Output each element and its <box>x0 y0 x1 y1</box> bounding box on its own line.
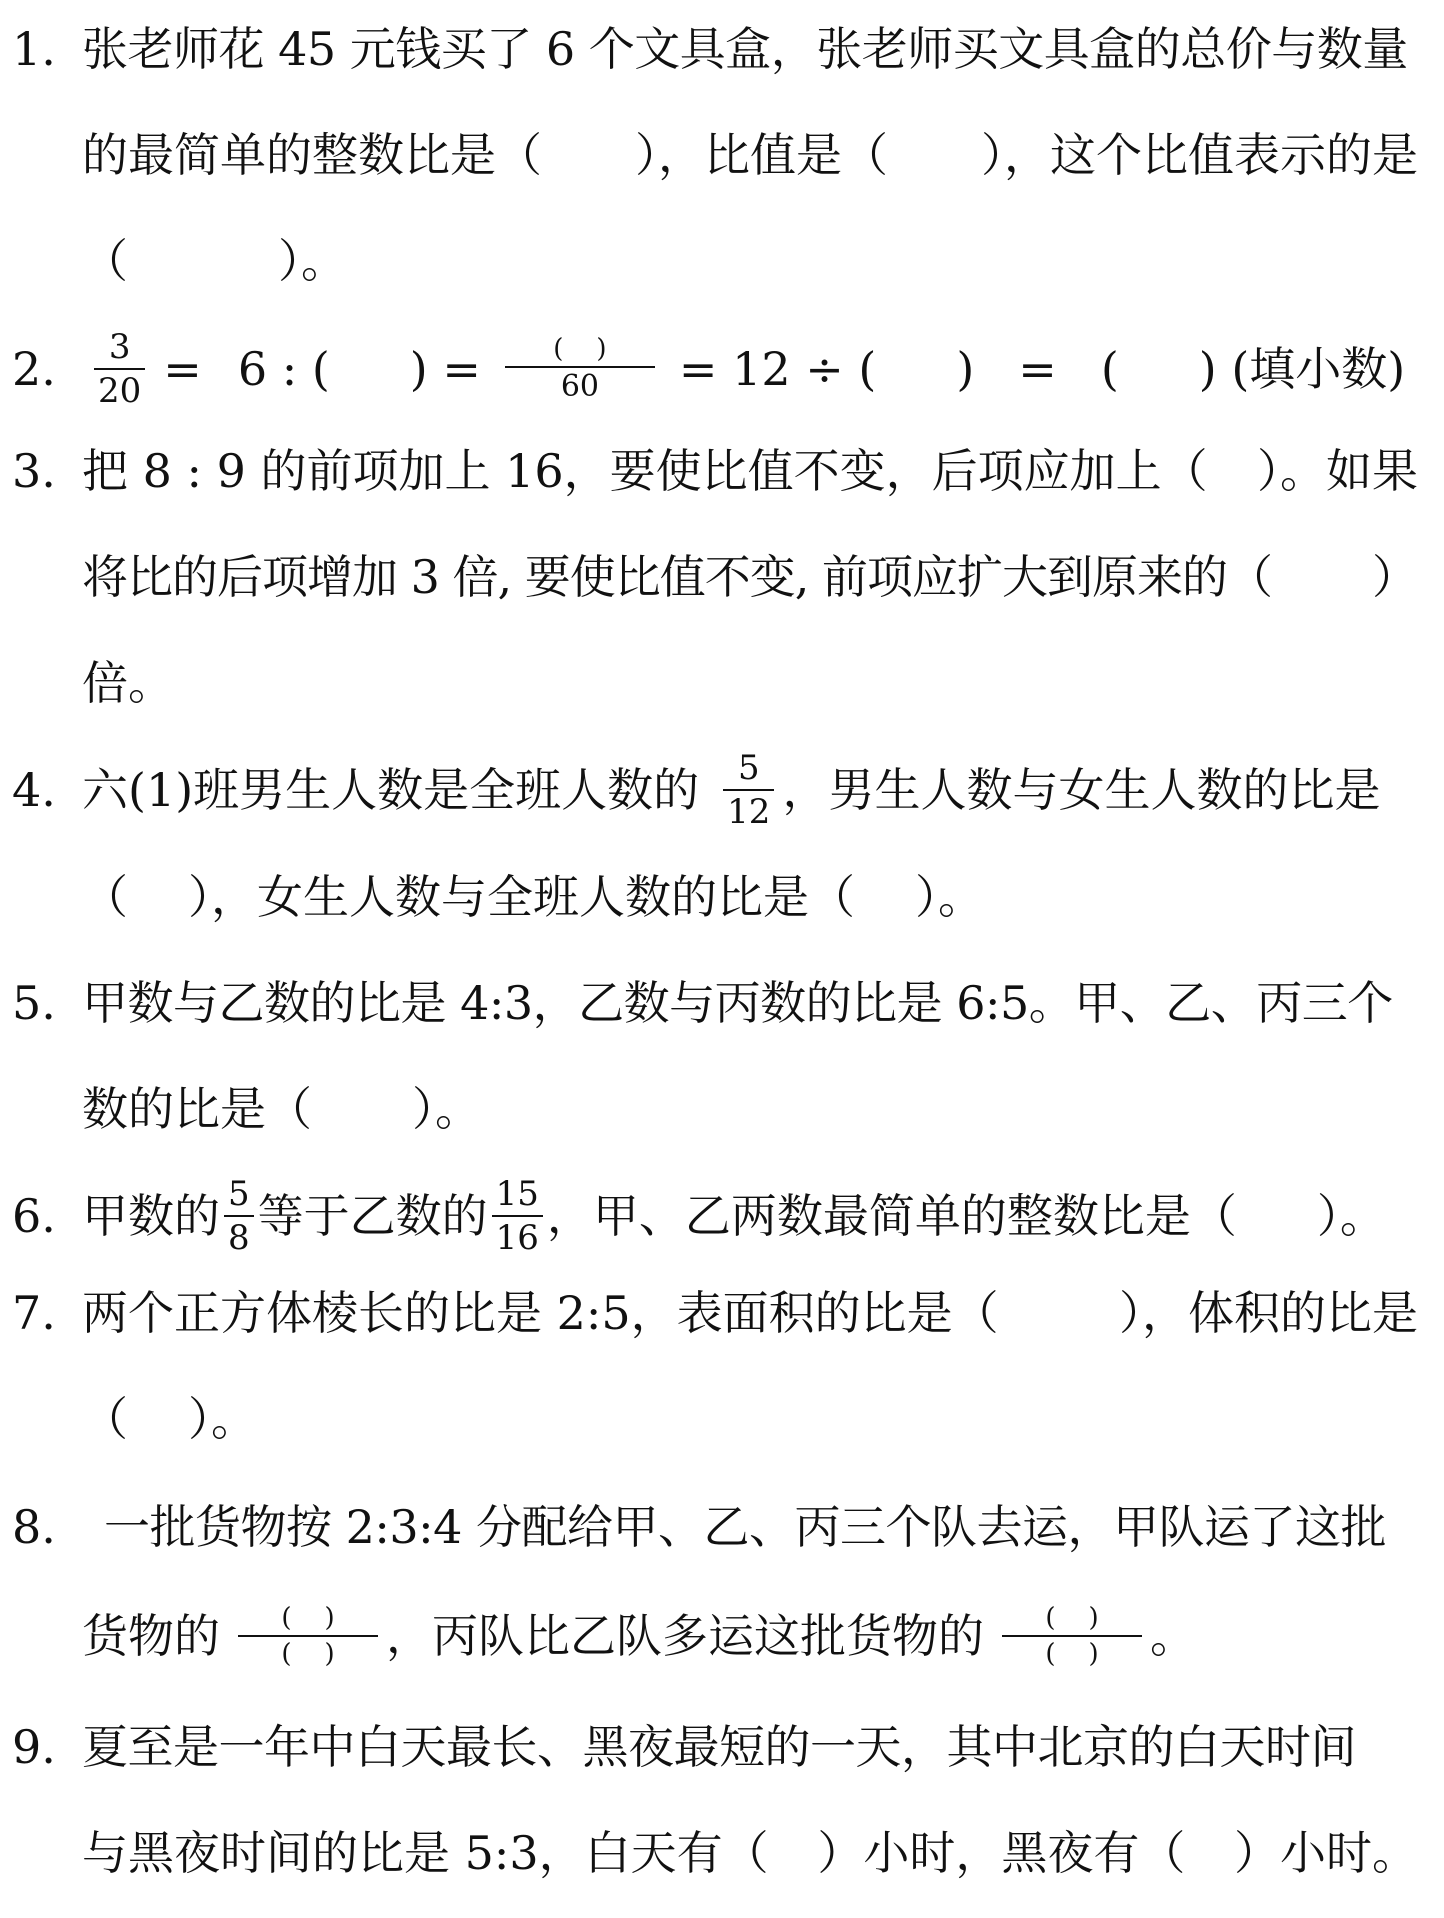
question-number: 6. <box>12 1189 56 1243</box>
fraction-bar <box>723 789 774 791</box>
question-text: ）。 <box>915 870 984 924</box>
fraction-denominator[interactable]: ( ) <box>281 1639 335 1669</box>
equals-sign: = <box>163 342 202 396</box>
question-1-line-1 <box>0 14 1444 84</box>
fraction-numerator: 5 <box>228 1174 250 1214</box>
question-number: 8. <box>12 1500 56 1554</box>
question-text-row <box>82 444 1418 498</box>
question-text-row <box>82 1174 1418 1258</box>
fraction-numerator[interactable]: ( ) <box>1045 1603 1099 1633</box>
fraction <box>723 748 774 832</box>
question-text-row <box>82 1392 1418 1446</box>
question-3-line-2 <box>0 542 1444 612</box>
question-text: 六(1)班男生人数是全班人数的 <box>82 763 700 817</box>
question-text: ) (填小数) <box>1198 342 1406 396</box>
fraction-denominator: 12 <box>727 792 771 832</box>
question-text: 的最简单的整数比是（ <box>82 128 542 182</box>
question-text: ）。 <box>188 1392 257 1446</box>
fraction <box>238 1605 378 1667</box>
question-text-row <box>86 327 1418 411</box>
question-5-line-2 <box>0 1074 1444 1144</box>
fraction-numerator[interactable]: ( ) <box>553 334 607 364</box>
question-text: ）小时，黑夜有（ <box>817 1826 1186 1880</box>
question-text: ( <box>1100 342 1119 396</box>
question-text-row <box>82 234 1418 288</box>
question-number: 5. <box>12 976 56 1030</box>
question-2-line-1 <box>0 324 1444 414</box>
question-text: ），女生人数与全班人数的比是（ <box>188 870 855 924</box>
fraction-bar <box>492 1215 543 1217</box>
question-text: 夏至是一年中白天最长、黑夜最短的一天，其中北京的白天时间 <box>82 1720 1356 1774</box>
question-text: ）。如果 <box>1257 444 1418 498</box>
question-text: 甲数的 <box>82 1189 220 1243</box>
fraction-numerator: 15 <box>495 1174 539 1214</box>
fraction <box>492 1174 543 1258</box>
question-text: ，甲、乙两数最简单的整数比是（ <box>546 1189 1237 1243</box>
question-text: ）。 <box>278 234 347 288</box>
question-text: （ <box>82 234 128 288</box>
question-text: 甲数与乙数的比是 4:3，乙数与丙数的比是 6:5。甲、乙、丙三个 <box>82 976 1393 1030</box>
fraction <box>505 336 655 402</box>
question-text: ，丙队比乙队多运这批货物的 <box>386 1609 984 1663</box>
question-text: （ <box>82 870 128 924</box>
equals-sign: = <box>1018 342 1057 396</box>
question-text: 等于乙数的 <box>257 1189 488 1243</box>
question-3-line-3 <box>0 648 1444 718</box>
question-text: ) = <box>409 342 481 396</box>
question-text: 将比的后项增加 3 倍, 要使比值不变, 前项应扩大到原来的（ <box>82 550 1272 604</box>
question-number: 4. <box>12 763 56 817</box>
question-text: ）小时。 <box>1234 1826 1418 1880</box>
question-text: 。 <box>1150 1609 1196 1663</box>
question-text-row <box>82 550 1418 604</box>
question-number: 7. <box>12 1286 56 1340</box>
fraction-bar <box>94 368 145 370</box>
question-3-line-1 <box>0 436 1444 506</box>
question-4-line-1 <box>0 740 1444 840</box>
question-number: 1. <box>12 22 56 76</box>
question-text: ），体积的比是 <box>1119 1286 1418 1340</box>
question-number: 3. <box>12 444 56 498</box>
question-text: ） <box>1372 550 1418 604</box>
question-text-row <box>82 870 1418 924</box>
fraction <box>94 327 145 411</box>
question-text: 货物的 <box>82 1609 220 1663</box>
question-8-line-2 <box>0 1586 1444 1686</box>
fraction-bar <box>224 1215 254 1217</box>
fraction-bar <box>238 1635 378 1637</box>
question-7-line-2 <box>0 1384 1444 1454</box>
question-4-line-2 <box>0 862 1444 932</box>
question-1-line-3 <box>0 226 1444 296</box>
fraction-denominator: 16 <box>495 1218 539 1258</box>
question-5-line-1 <box>0 968 1444 1038</box>
question-text: ) <box>956 342 975 396</box>
fraction-bar <box>1002 1635 1142 1637</box>
question-text: 张老师花 45 元钱买了 6 个文具盒，张老师买文具盒的总价与数量 <box>82 22 1408 76</box>
question-text-row <box>82 1826 1418 1880</box>
question-text-row <box>82 128 1418 182</box>
fraction-denominator: 8 <box>228 1218 250 1258</box>
fraction-numerator: 3 <box>108 327 131 367</box>
fraction-numerator[interactable]: ( ) <box>281 1603 335 1633</box>
question-text: ）。 <box>1316 1189 1386 1243</box>
question-number: 2. <box>12 342 56 396</box>
question-text: 倍。 <box>82 656 174 710</box>
question-text: ）。 <box>412 1082 481 1136</box>
question-text: 把 8 : 9 的前项加上 16，要使比值不变，后项应加上（ <box>82 444 1208 498</box>
question-number: 9. <box>12 1720 56 1774</box>
question-text-row <box>82 1286 1418 1340</box>
question-text: ），比值是（ <box>635 128 888 182</box>
question-9-line-1 <box>0 1712 1444 1782</box>
question-text: = 12 ÷ ( <box>678 342 877 396</box>
question-9-line-2 <box>0 1818 1444 1888</box>
fraction <box>1002 1605 1142 1667</box>
fraction-denominator: 60 <box>560 369 599 404</box>
question-text: 两个正方体棱长的比是 2:5，表面积的比是（ <box>82 1286 999 1340</box>
fraction-numerator: 5 <box>737 748 760 788</box>
question-text: 数的比是（ <box>82 1082 312 1136</box>
fraction <box>224 1174 254 1258</box>
question-text-row <box>82 748 1418 832</box>
question-text: 与黑夜时间的比是 5:3，白天有（ <box>82 1826 769 1880</box>
fraction-denominator[interactable]: ( ) <box>1045 1639 1099 1669</box>
question-text: （ <box>82 1392 128 1446</box>
question-8-line-1 <box>0 1492 1444 1562</box>
question-6-line-1 <box>0 1166 1444 1266</box>
question-text-row <box>82 1082 1418 1136</box>
fraction-bar <box>505 366 655 368</box>
fraction-denominator: 20 <box>98 371 142 411</box>
question-text-row <box>82 1605 1418 1667</box>
question-text: 一批货物按 2:3:4 分配给甲、乙、丙三个队去运，甲队运了这批 <box>104 1500 1387 1554</box>
question-text: ），这个比值表示的是 <box>981 128 1418 182</box>
question-7-line-1 <box>0 1278 1444 1348</box>
question-1-line-2 <box>0 120 1444 190</box>
question-text: ，男生人数与女生人数的比是 <box>782 763 1381 817</box>
question-text: 6 : ( <box>237 342 330 396</box>
